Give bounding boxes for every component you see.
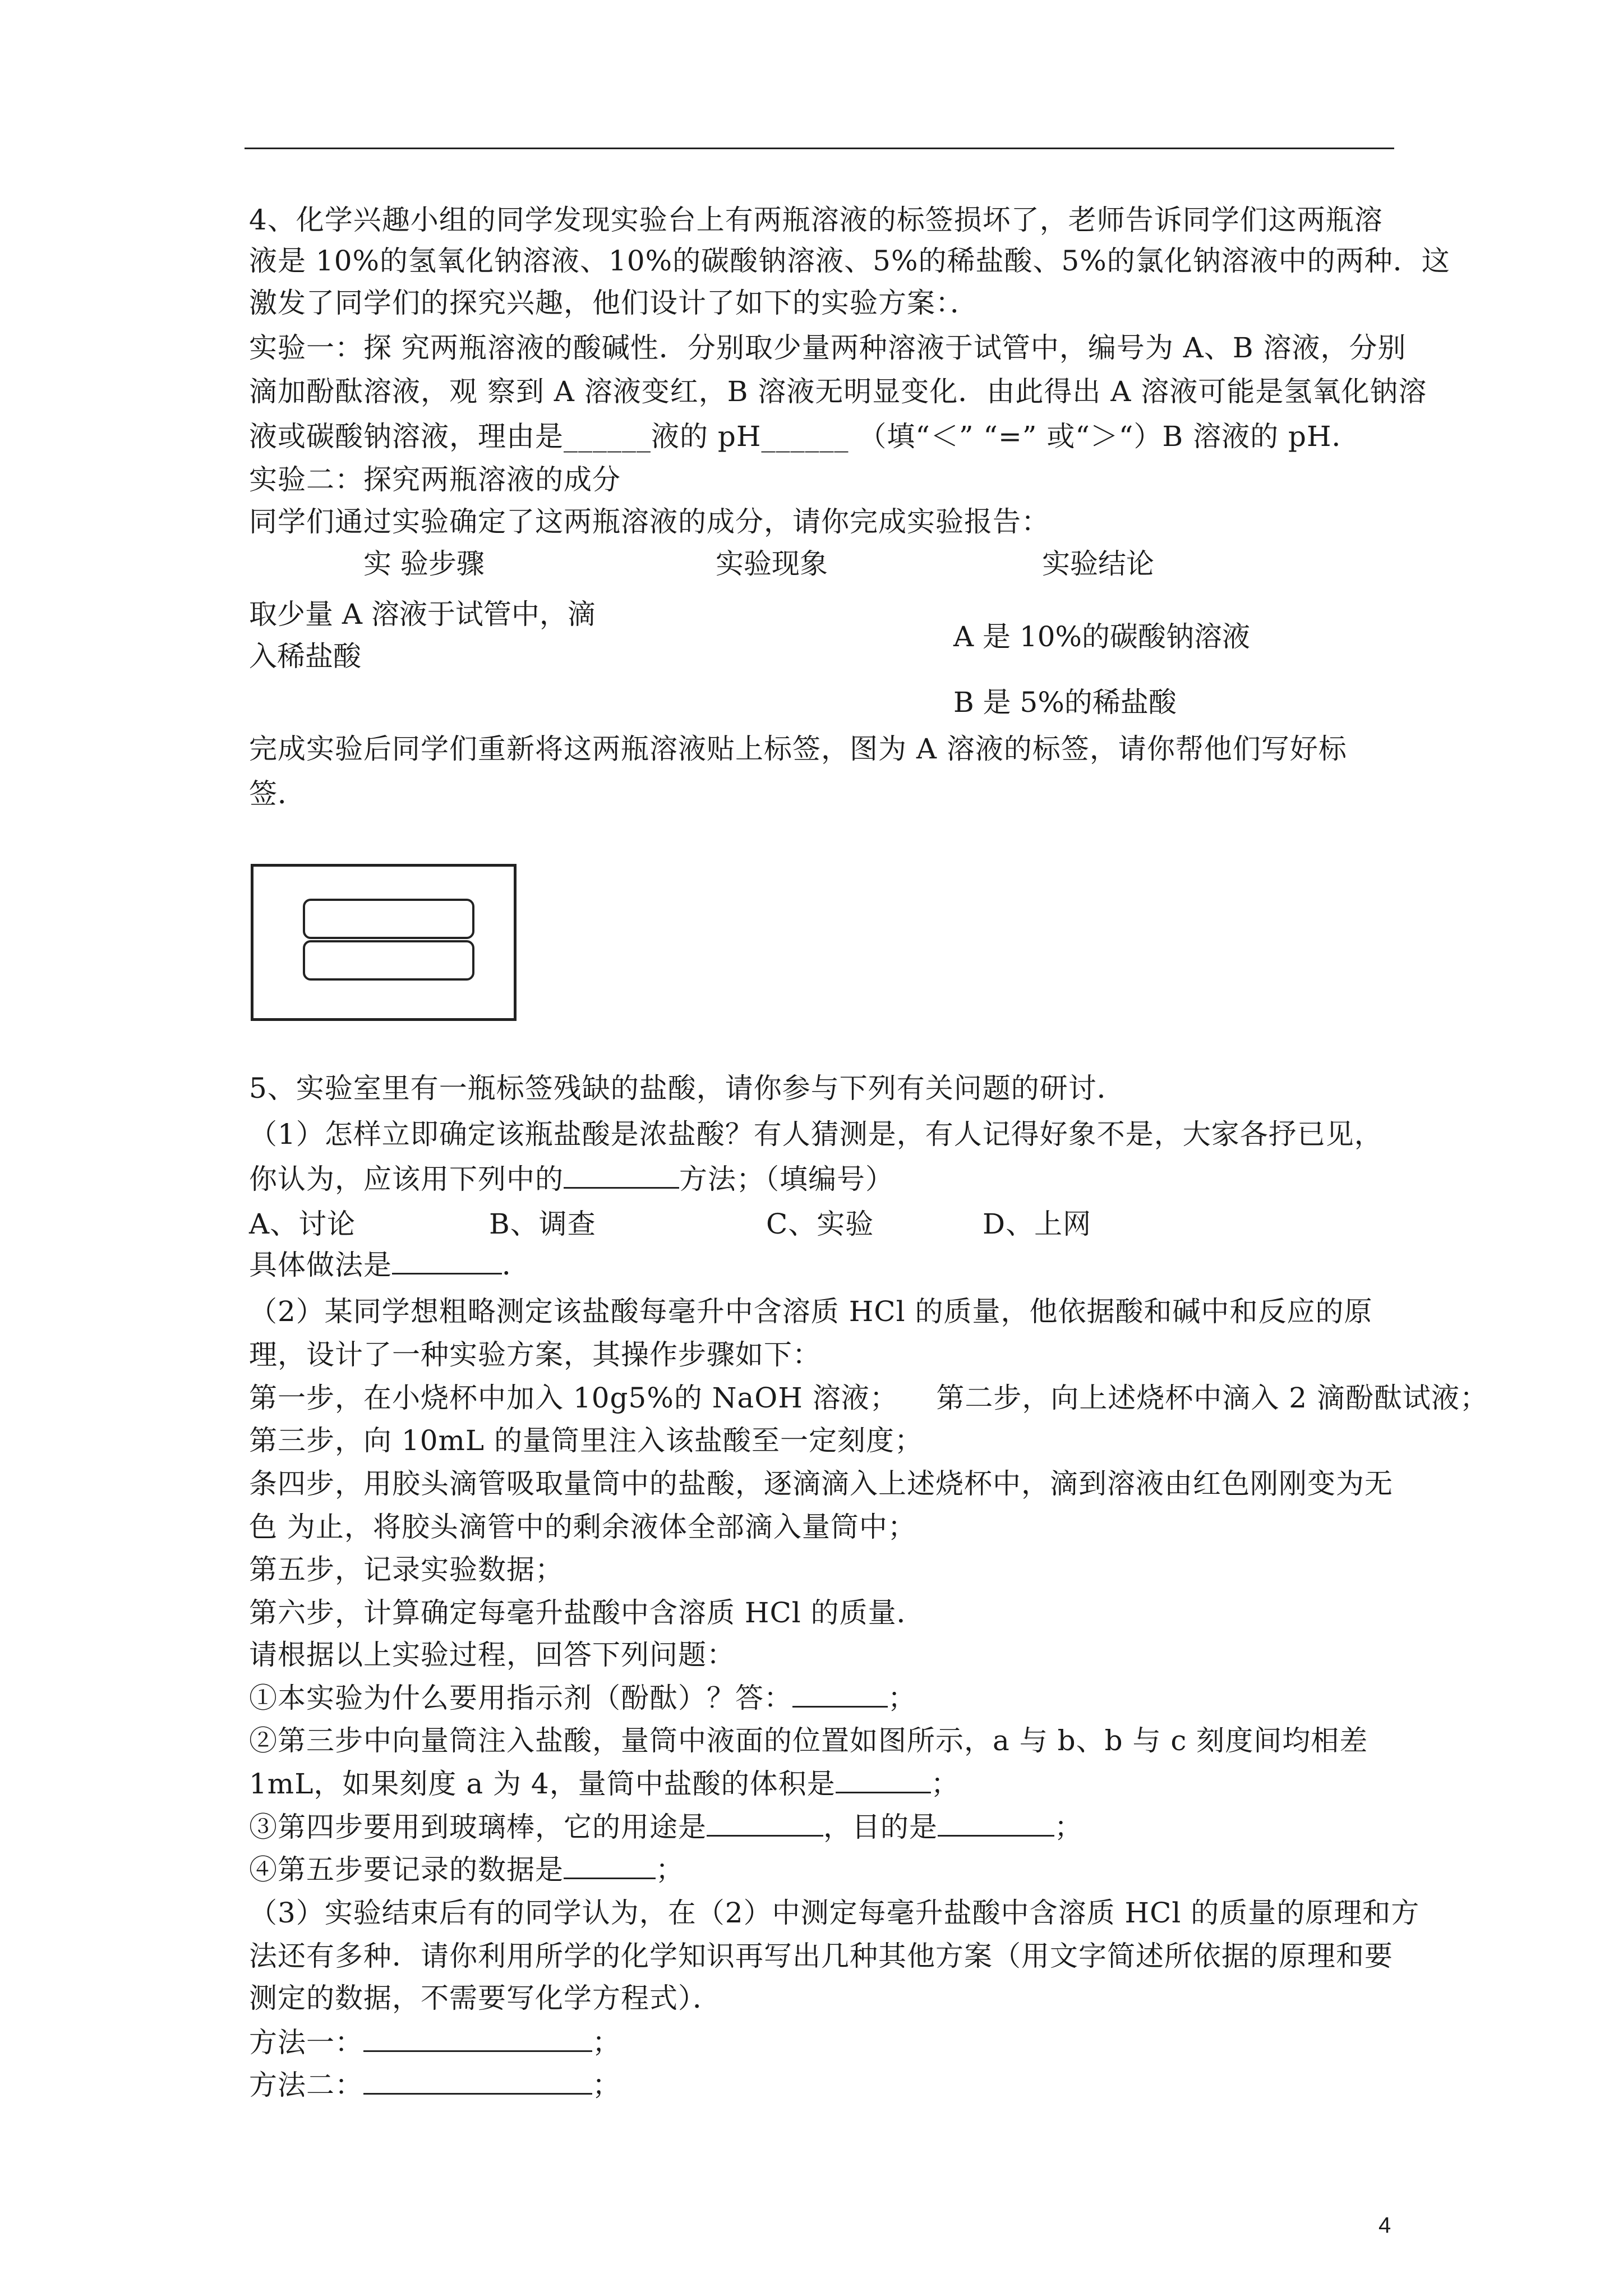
answer-blank[interactable] <box>363 2026 592 2052</box>
table-conclusion-b: B 是 5%的稀盐酸 <box>953 686 1177 719</box>
subquestion-2-suffix: ； <box>930 1768 960 1800</box>
answer-blank[interactable] <box>938 1810 1054 1837</box>
q5-line-6: （2）某同学想粗略测定该盐酸每毫升中含溶质 HCl 的质量，他依据酸和碱中和反应的原 <box>249 1295 1373 1328</box>
q5-line-7: 理，设计了一种实验方案，其操作步骤如下： <box>249 1338 821 1371</box>
q5-line-3-suffix: 方法；（填编号） <box>679 1163 894 1195</box>
answer-blank[interactable] <box>792 1681 888 1708</box>
q5-part3-line-1: （3）实验结束后有的同学认为，在（2）中测定每毫升盐酸中含溶质 HCl 的质量的原理和方 <box>249 1897 1420 1929</box>
q5-line-5-text: 具体做法是 <box>249 1249 392 1281</box>
method-1 <box>249 2026 621 2059</box>
q5-line-3 <box>249 1162 894 1196</box>
option-a: A、讨论 <box>249 1208 356 1240</box>
header-rule <box>245 148 1394 149</box>
method-1-suffix: ； <box>592 2026 621 2059</box>
answer-blank[interactable] <box>564 1853 656 1879</box>
option-c: C、实验 <box>766 1208 874 1240</box>
subquestion-1-suffix: ； <box>888 1682 916 1714</box>
subquestion-1 <box>249 1681 916 1715</box>
q4-line-5: 滴加酚酞溶液，观 察到 A 溶液变红，B 溶液无明显变化．由此得出 A 溶液可能是氢氧化钠溶 <box>249 375 1427 408</box>
q4-line-2: 液是 10%的氢氧化钠溶液、10%的碳酸钠溶液、5%的稀盐酸、5%的氯化钠溶液中的两种．这 <box>249 245 1450 277</box>
table-header-step: 实 验步骤 <box>363 547 485 580</box>
q4-line-4: 实验一：探 究两瓶溶液的酸碱性．分别取少量两种溶液于试管中，编号为 A、B 溶液，分别 <box>249 332 1407 364</box>
method-2-label: 方法二： <box>249 2069 363 2101</box>
q4-line-1: 4、化学兴趣小组的同学发现实验台上有两瓶溶液的标签损坏了，老师告诉同学们这两瓶溶 <box>249 204 1383 236</box>
q5-line-13: 第六步，计算确定每毫升盐酸中含溶质 HCl 的质量． <box>249 1596 925 1629</box>
table-conclusion-a: A 是 10%的碳酸钠溶液 <box>953 620 1251 653</box>
q5-part3-line-2: 法还有多种．请你利用所学的化学知识再写出几种其他方案（用文字简述所依据的原理和要 <box>249 1940 1393 1972</box>
option-d: D、上网 <box>983 1208 1092 1240</box>
subquestion-3 <box>249 1810 1083 1844</box>
subquestion-3-suffix: ； <box>1054 1811 1083 1843</box>
q4-line-9: 完成实验后同学们重新将这两瓶溶液贴上标签，图为 A 溶液的标签，请你帮他们写好标 <box>249 733 1347 765</box>
q5-line-5 <box>249 1248 531 1282</box>
label-field-bottom <box>303 940 474 981</box>
answer-blank[interactable] <box>392 1248 502 1274</box>
page-number: 4 <box>1378 2213 1391 2238</box>
q4-line-3: 激发了同学们的探究兴趣，他们设计了如下的实验方案：． <box>249 287 979 319</box>
subquestion-2-text: 1mL，如果刻度 a 为 4，量筒中盐酸的体积是 <box>249 1768 836 1800</box>
q4-line-7: 实验二：探究两瓶溶液的成分 <box>249 463 621 496</box>
q5-line-8: 第一步，在小烧杯中加入 10g5%的 NaOH 溶液； 第二步，向上述烧杯中滴入 2 滴酚酞试液； <box>249 1382 1488 1414</box>
q5-line-9: 第三步，向 10mL 的量筒里注入该盐酸至一定刻度； <box>249 1424 924 1457</box>
answer-blank[interactable] <box>707 1810 823 1837</box>
table-step-line-2: 入稀盐酸 <box>249 640 361 673</box>
table-step-line-1: 取少量 A 溶液于试管中，滴 <box>249 598 596 631</box>
q5-line-14: 请根据以上实验过程，回答下列问题： <box>249 1639 735 1671</box>
subquestion-3-text: ③第四步要用到玻璃棒，它的用途是 <box>249 1811 707 1843</box>
q5-part3-line-3: 测定的数据，不需要写化学方程式）． <box>249 1982 721 2014</box>
table-header-conclusion: 实验结论 <box>1042 547 1154 580</box>
q5-line-5-suffix: ． <box>502 1249 531 1281</box>
subquestion-1-text: ①本实验为什么要用指示剂（酚酞）？答： <box>249 1682 792 1714</box>
q4-line-10: 签． <box>249 777 306 810</box>
subquestion-3-mid: ，目的是 <box>823 1811 938 1843</box>
q5-line-12: 第五步，记录实验数据； <box>249 1553 564 1586</box>
answer-blank[interactable] <box>564 1162 679 1189</box>
method-1-label: 方法一： <box>249 2026 363 2059</box>
q4-line-6: 液或碳酸钠溶液，理由是______液的 pH______ （填“＜” “=” 或“＞“）B 溶液的 pH． <box>249 420 1361 453</box>
q5-line-10: 条四步，用胶头滴管吸取量筒中的盐酸，逐滴滴入上述烧杯中，滴到溶液由红色刚刚变为无 <box>249 1467 1393 1500</box>
table-header-phenomenon: 实验现象 <box>716 547 828 580</box>
subquestion-4-suffix: ； <box>656 1853 684 1886</box>
method-2 <box>249 2068 621 2102</box>
q4-line-8: 同学们通过实验确定了这两瓶溶液的成分，请你完成实验报告： <box>249 505 1050 538</box>
subquestion-4 <box>249 1853 684 1887</box>
q5-line-11: 色 为止，将胶头滴管中的剩余液体全部滴入量筒中； <box>249 1511 916 1543</box>
label-field-top <box>303 899 474 939</box>
method-2-suffix: ； <box>592 2069 621 2101</box>
bottle-label-figure <box>251 864 517 1021</box>
answer-blank[interactable] <box>836 1767 931 1793</box>
option-b: B、调查 <box>489 1208 596 1240</box>
q5-line-1: 5、实验室里有一瓶标签残缺的盐酸，请你参与下列有关问题的研讨． <box>249 1072 1126 1105</box>
q5-line-2: （1）怎样立即确定该瓶盐酸是浓盐酸？有人猜测是，有人记得好象不是，大家各抒已见， <box>249 1118 1383 1151</box>
subquestion-2-line-1: ②第三步中向量筒注入盐酸，量筒中液面的位置如图所示，a 与 b、b 与 c 刻度间均相差 <box>249 1724 1368 1757</box>
q5-line-3-text: 你认为，应该用下列中的 <box>249 1163 564 1195</box>
subquestion-4-text: ④第五步要记录的数据是 <box>249 1853 564 1886</box>
answer-blank[interactable] <box>363 2068 592 2095</box>
subquestion-2-line-2 <box>249 1767 960 1801</box>
